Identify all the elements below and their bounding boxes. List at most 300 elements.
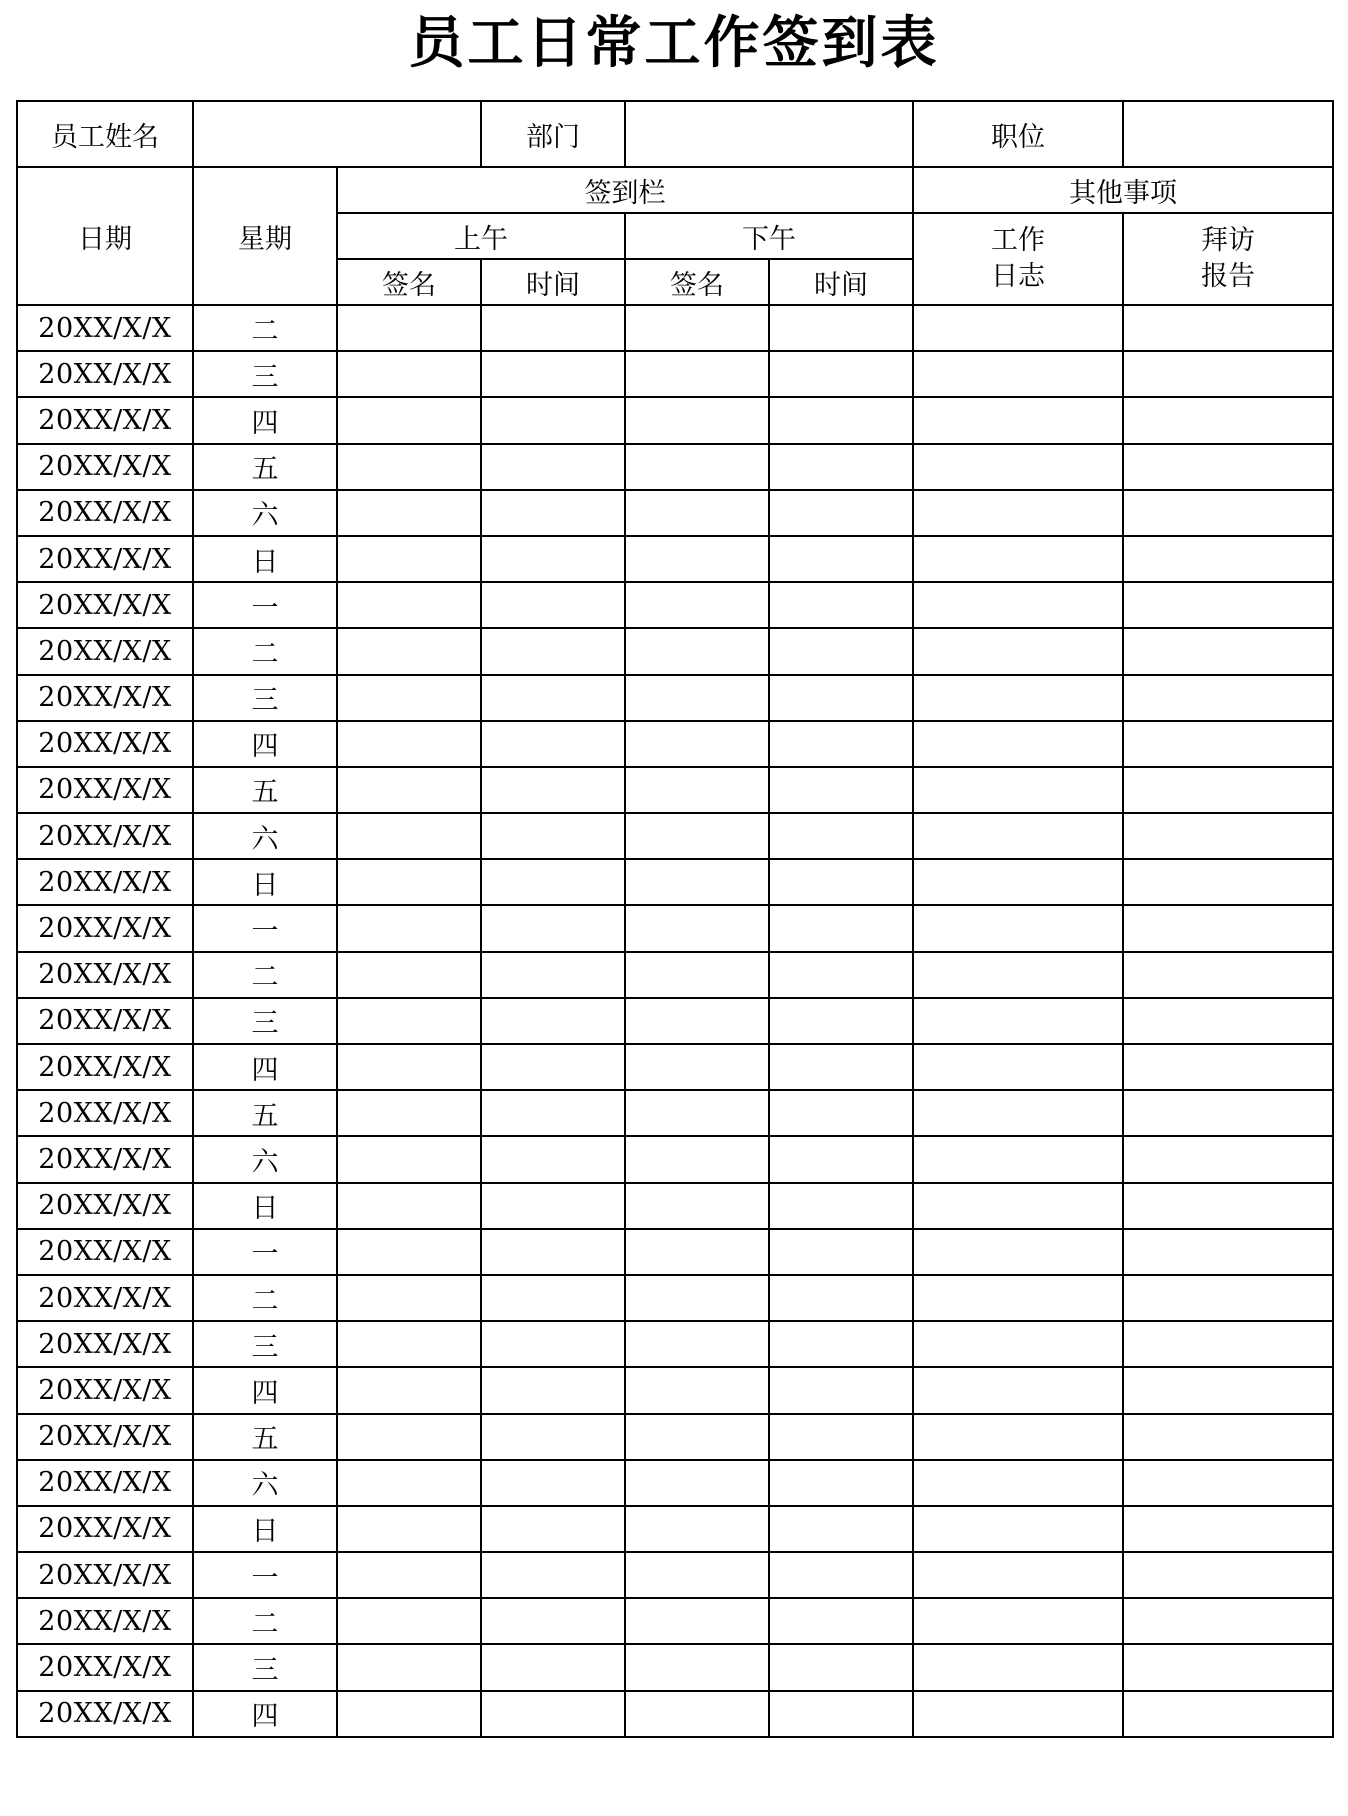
- afternoon-sign-cell[interactable]: [625, 1136, 769, 1182]
- department-label: 部门: [481, 101, 625, 167]
- table-row: [17, 490, 1333, 536]
- visit-report-cell[interactable]: [1123, 998, 1333, 1044]
- work-log-cell[interactable]: [913, 1414, 1123, 1460]
- morning-sign-cell[interactable]: [337, 1229, 481, 1275]
- afternoon-sign-cell[interactable]: [625, 1090, 769, 1136]
- morning-sign-cell[interactable]: [337, 998, 481, 1044]
- weekday-cell: 二: [193, 952, 337, 998]
- afternoon-time-cell[interactable]: [769, 1275, 913, 1321]
- date-cell: 20XX/X/X: [17, 582, 193, 628]
- afternoon-time-cell[interactable]: [769, 721, 913, 767]
- date-cell: 20XX/X/X: [17, 1367, 193, 1413]
- morning-time-cell[interactable]: [481, 1552, 625, 1598]
- afternoon-sign-cell[interactable]: [625, 1552, 769, 1598]
- afternoon-time-cell[interactable]: [769, 305, 913, 351]
- other-matters-header: 其他事项: [913, 167, 1333, 213]
- afternoon-time-cell[interactable]: [769, 397, 913, 443]
- date-cell: 20XX/X/X: [17, 1414, 193, 1460]
- morning-sign-cell[interactable]: [337, 1044, 481, 1090]
- date-cell: 20XX/X/X: [17, 536, 193, 582]
- work-log-cell[interactable]: [913, 1644, 1123, 1690]
- date-cell: 20XX/X/X: [17, 1090, 193, 1136]
- date-cell: 20XX/X/X: [17, 813, 193, 859]
- visit-report-cell[interactable]: [1123, 490, 1333, 536]
- afternoon-time-cell[interactable]: [769, 859, 913, 905]
- weekday-cell: 三: [193, 998, 337, 1044]
- weekday-cell: 日: [193, 1183, 337, 1229]
- visit-report-cell[interactable]: [1123, 905, 1333, 951]
- table-row: [17, 305, 1333, 351]
- date-cell: 20XX/X/X: [17, 444, 193, 490]
- morning-sign-cell[interactable]: [337, 813, 481, 859]
- work-log-cell[interactable]: [913, 767, 1123, 813]
- afternoon-sign-cell[interactable]: [625, 952, 769, 998]
- afternoon-time-cell[interactable]: [769, 813, 913, 859]
- visit-report-cell[interactable]: [1123, 628, 1333, 674]
- morning-time-cell[interactable]: [481, 1044, 625, 1090]
- morning-time-cell[interactable]: [481, 1183, 625, 1229]
- weekday-cell: 二: [193, 1275, 337, 1321]
- afternoon-sign-cell[interactable]: [625, 628, 769, 674]
- table-row: [17, 952, 1333, 998]
- position-field[interactable]: [1123, 101, 1333, 167]
- afternoon-sign-cell[interactable]: [625, 859, 769, 905]
- afternoon-sign-cell[interactable]: [625, 1691, 769, 1737]
- morning-sign-cell[interactable]: [337, 675, 481, 721]
- date-cell: 20XX/X/X: [17, 1229, 193, 1275]
- morning-time-cell[interactable]: [481, 1414, 625, 1460]
- visit-report-cell[interactable]: [1123, 444, 1333, 490]
- visit-report-cell[interactable]: [1123, 1460, 1333, 1506]
- afternoon-time-cell[interactable]: [769, 905, 913, 951]
- morning-time-cell[interactable]: [481, 905, 625, 951]
- visit-report-cell[interactable]: [1123, 1090, 1333, 1136]
- weekday-cell: 四: [193, 721, 337, 767]
- morning-sign-cell[interactable]: [337, 1183, 481, 1229]
- department-field[interactable]: [625, 101, 913, 167]
- work-log-cell[interactable]: [913, 536, 1123, 582]
- weekday-header: 星期: [193, 167, 337, 305]
- visit-report-cell[interactable]: [1123, 1321, 1333, 1367]
- table-row: [17, 1044, 1333, 1090]
- afternoon-sign-cell[interactable]: [625, 536, 769, 582]
- afternoon-time-cell[interactable]: [769, 1367, 913, 1413]
- visit-report-cell[interactable]: [1123, 1644, 1333, 1690]
- work-log-cell[interactable]: [913, 905, 1123, 951]
- work-log-cell[interactable]: [913, 1598, 1123, 1644]
- table-row: [17, 905, 1333, 951]
- table-row: [17, 1644, 1333, 1690]
- morning-sign-cell[interactable]: [337, 721, 481, 767]
- morning-time-cell[interactable]: [481, 721, 625, 767]
- work-log-cell[interactable]: [913, 1136, 1123, 1182]
- table-row: [17, 1414, 1333, 1460]
- weekday-cell: 二: [193, 628, 337, 674]
- work-log-cell[interactable]: [913, 675, 1123, 721]
- weekday-cell: 日: [193, 1506, 337, 1552]
- table-row: [17, 628, 1333, 674]
- morning-time-cell[interactable]: [481, 767, 625, 813]
- afternoon-sign-cell[interactable]: [625, 1414, 769, 1460]
- work-log-cell[interactable]: [913, 1460, 1123, 1506]
- afternoon-sign-cell[interactable]: [625, 1044, 769, 1090]
- date-cell: 20XX/X/X: [17, 1598, 193, 1644]
- signin-header: 签到栏: [337, 167, 913, 213]
- date-cell: 20XX/X/X: [17, 998, 193, 1044]
- visit-report-cell[interactable]: [1123, 351, 1333, 397]
- afternoon-sign-cell[interactable]: [625, 721, 769, 767]
- afternoon-sign-cell[interactable]: [625, 813, 769, 859]
- weekday-cell: 五: [193, 444, 337, 490]
- afternoon-time-cell[interactable]: [769, 1229, 913, 1275]
- afternoon-time-cell[interactable]: [769, 1044, 913, 1090]
- visit-report-cell[interactable]: [1123, 1552, 1333, 1598]
- work-log-cell[interactable]: [913, 490, 1123, 536]
- afternoon-time-cell[interactable]: [769, 1183, 913, 1229]
- afternoon-time-cell[interactable]: [769, 1414, 913, 1460]
- weekday-cell: 三: [193, 351, 337, 397]
- date-cell: 20XX/X/X: [17, 305, 193, 351]
- table-row: [17, 813, 1333, 859]
- afternoon-sign-cell[interactable]: [625, 490, 769, 536]
- work-log-cell[interactable]: [913, 444, 1123, 490]
- table-row: [17, 1183, 1333, 1229]
- afternoon-sign-cell[interactable]: [625, 1183, 769, 1229]
- morning-sign-cell[interactable]: [337, 859, 481, 905]
- work-log-cell[interactable]: [913, 582, 1123, 628]
- afternoon-time-cell[interactable]: [769, 1506, 913, 1552]
- work-log-cell[interactable]: [913, 952, 1123, 998]
- work-log-cell[interactable]: [913, 859, 1123, 905]
- morning-time-cell[interactable]: [481, 1367, 625, 1413]
- morning-sign-cell[interactable]: [337, 1321, 481, 1367]
- afternoon-time-cell[interactable]: [769, 351, 913, 397]
- table-row: [17, 675, 1333, 721]
- employee-info-row: [17, 101, 1333, 167]
- afternoon-sign-cell[interactable]: [625, 905, 769, 951]
- table-row: [17, 721, 1333, 767]
- work-log-header-line2: 日志: [991, 261, 1045, 292]
- weekday-cell: 一: [193, 1552, 337, 1598]
- date-cell: 20XX/X/X: [17, 351, 193, 397]
- visit-report-cell[interactable]: [1123, 1136, 1333, 1182]
- work-log-cell[interactable]: [913, 1321, 1123, 1367]
- employee-name-label: 员工姓名: [17, 101, 193, 167]
- morning-time-cell[interactable]: [481, 998, 625, 1044]
- visit-report-cell[interactable]: [1123, 859, 1333, 905]
- visit-report-cell[interactable]: [1123, 813, 1333, 859]
- visit-report-cell[interactable]: [1123, 1275, 1333, 1321]
- date-cell: 20XX/X/X: [17, 859, 193, 905]
- morning-time-cell[interactable]: [481, 1275, 625, 1321]
- date-cell: 20XX/X/X: [17, 1321, 193, 1367]
- work-log-cell[interactable]: [913, 1552, 1123, 1598]
- afternoon-sign-cell[interactable]: [625, 1275, 769, 1321]
- weekday-cell: 五: [193, 1090, 337, 1136]
- header-row-1: [17, 167, 1333, 213]
- morning-sign-cell[interactable]: [337, 536, 481, 582]
- weekday-cell: 一: [193, 1229, 337, 1275]
- work-log-header-line1: 工作: [991, 225, 1045, 256]
- afternoon-time-cell[interactable]: [769, 582, 913, 628]
- work-log-cell[interactable]: [913, 1506, 1123, 1552]
- date-cell: 20XX/X/X: [17, 1460, 193, 1506]
- table-row: [17, 767, 1333, 813]
- afternoon-sign-cell[interactable]: [625, 397, 769, 443]
- table-row: [17, 1090, 1333, 1136]
- morning-sign-cell[interactable]: [337, 1414, 481, 1460]
- date-cell: 20XX/X/X: [17, 397, 193, 443]
- weekday-cell: 四: [193, 1044, 337, 1090]
- visit-report-cell[interactable]: [1123, 952, 1333, 998]
- morning-sign-header: 签名: [337, 259, 481, 305]
- morning-time-cell[interactable]: [481, 536, 625, 582]
- morning-sign-cell[interactable]: [337, 1552, 481, 1598]
- date-cell: 20XX/X/X: [17, 767, 193, 813]
- afternoon-time-cell[interactable]: [769, 628, 913, 674]
- visit-report-cell[interactable]: [1123, 1044, 1333, 1090]
- morning-sign-cell[interactable]: [337, 582, 481, 628]
- visit-report-cell[interactable]: [1123, 1229, 1333, 1275]
- afternoon-time-cell[interactable]: [769, 536, 913, 582]
- weekday-cell: 六: [193, 1136, 337, 1182]
- date-cell: 20XX/X/X: [17, 490, 193, 536]
- visit-report-cell[interactable]: [1123, 305, 1333, 351]
- afternoon-time-cell[interactable]: [769, 1644, 913, 1690]
- morning-sign-cell[interactable]: [337, 767, 481, 813]
- morning-time-cell[interactable]: [481, 351, 625, 397]
- date-cell: 20XX/X/X: [17, 1136, 193, 1182]
- morning-time-cell[interactable]: [481, 1136, 625, 1182]
- date-cell: 20XX/X/X: [17, 628, 193, 674]
- morning-time-cell[interactable]: [481, 1691, 625, 1737]
- afternoon-time-cell[interactable]: [769, 444, 913, 490]
- work-log-cell[interactable]: [913, 351, 1123, 397]
- table-row: [17, 1506, 1333, 1552]
- visit-report-cell[interactable]: [1123, 767, 1333, 813]
- morning-time-cell[interactable]: [481, 397, 625, 443]
- morning-time-cell[interactable]: [481, 859, 625, 905]
- date-cell: 20XX/X/X: [17, 1275, 193, 1321]
- table-row: [17, 998, 1333, 1044]
- work-log-cell[interactable]: [913, 628, 1123, 674]
- table-row: [17, 582, 1333, 628]
- afternoon-time-cell[interactable]: [769, 1598, 913, 1644]
- afternoon-sign-cell[interactable]: [625, 305, 769, 351]
- afternoon-sign-cell[interactable]: [625, 998, 769, 1044]
- date-cell: 20XX/X/X: [17, 675, 193, 721]
- morning-sign-cell[interactable]: [337, 490, 481, 536]
- morning-time-cell[interactable]: [481, 1321, 625, 1367]
- work-log-cell[interactable]: [913, 1183, 1123, 1229]
- work-log-cell[interactable]: [913, 998, 1123, 1044]
- morning-time-cell[interactable]: [481, 305, 625, 351]
- table-row: [17, 859, 1333, 905]
- afternoon-time-cell[interactable]: [769, 490, 913, 536]
- weekday-cell: 一: [193, 905, 337, 951]
- visit-report-cell[interactable]: [1123, 1506, 1333, 1552]
- afternoon-sign-header: 签名: [625, 259, 769, 305]
- afternoon-sign-cell[interactable]: [625, 675, 769, 721]
- morning-sign-cell[interactable]: [337, 905, 481, 951]
- date-cell: 20XX/X/X: [17, 952, 193, 998]
- table-row: [17, 1275, 1333, 1321]
- weekday-cell: 二: [193, 1598, 337, 1644]
- morning-header: 上午: [337, 213, 625, 259]
- visit-report-cell[interactable]: [1123, 536, 1333, 582]
- date-cell: 20XX/X/X: [17, 905, 193, 951]
- morning-sign-cell[interactable]: [337, 305, 481, 351]
- attendance-table: [16, 100, 1334, 1738]
- date-cell: 20XX/X/X: [17, 1183, 193, 1229]
- visit-report-cell[interactable]: [1123, 1367, 1333, 1413]
- morning-sign-cell[interactable]: [337, 628, 481, 674]
- afternoon-sign-cell[interactable]: [625, 1367, 769, 1413]
- visit-report-cell[interactable]: [1123, 1691, 1333, 1737]
- weekday-cell: 四: [193, 1367, 337, 1413]
- employee-name-field[interactable]: [193, 101, 481, 167]
- afternoon-sign-cell[interactable]: [625, 1321, 769, 1367]
- afternoon-time-cell[interactable]: [769, 1136, 913, 1182]
- weekday-cell: 三: [193, 1321, 337, 1367]
- date-cell: 20XX/X/X: [17, 1691, 193, 1737]
- morning-sign-cell[interactable]: [337, 1691, 481, 1737]
- afternoon-time-cell[interactable]: [769, 1321, 913, 1367]
- afternoon-header: 下午: [625, 213, 913, 259]
- morning-time-cell[interactable]: [481, 1506, 625, 1552]
- page-title: 员工日常工作签到表: [408, 11, 940, 76]
- work-log-cell[interactable]: [913, 813, 1123, 859]
- table-row: [17, 1136, 1333, 1182]
- morning-time-cell[interactable]: [481, 675, 625, 721]
- visit-report-cell[interactable]: [1123, 1183, 1333, 1229]
- afternoon-sign-cell[interactable]: [625, 1506, 769, 1552]
- date-cell: 20XX/X/X: [17, 1044, 193, 1090]
- morning-sign-cell[interactable]: [337, 351, 481, 397]
- table-row: [17, 1691, 1333, 1737]
- visit-report-cell[interactable]: [1123, 721, 1333, 767]
- morning-time-cell[interactable]: [481, 1090, 625, 1136]
- visit-report-header: [1123, 213, 1333, 305]
- afternoon-time-cell[interactable]: [769, 675, 913, 721]
- afternoon-time-cell[interactable]: [769, 952, 913, 998]
- afternoon-sign-cell[interactable]: [625, 1460, 769, 1506]
- position-label: 职位: [913, 101, 1123, 167]
- table-row: [17, 397, 1333, 443]
- visit-report-cell[interactable]: [1123, 397, 1333, 443]
- weekday-cell: 四: [193, 397, 337, 443]
- date-cell: 20XX/X/X: [17, 1506, 193, 1552]
- morning-sign-cell[interactable]: [337, 1275, 481, 1321]
- visit-report-header-line1: 拜访: [1201, 225, 1255, 256]
- table-row: [17, 1552, 1333, 1598]
- afternoon-time-cell[interactable]: [769, 998, 913, 1044]
- morning-time-cell[interactable]: [481, 952, 625, 998]
- afternoon-sign-cell[interactable]: [625, 1644, 769, 1690]
- weekday-cell: 三: [193, 675, 337, 721]
- weekday-cell: 六: [193, 813, 337, 859]
- afternoon-sign-cell[interactable]: [625, 582, 769, 628]
- visit-report-cell[interactable]: [1123, 1598, 1333, 1644]
- morning-sign-cell[interactable]: [337, 1090, 481, 1136]
- morning-sign-cell[interactable]: [337, 952, 481, 998]
- table-row: [17, 1229, 1333, 1275]
- weekday-cell: 五: [193, 767, 337, 813]
- weekday-cell: 六: [193, 1460, 337, 1506]
- morning-time-header: 时间: [481, 259, 625, 305]
- afternoon-sign-cell[interactable]: [625, 351, 769, 397]
- work-log-cell[interactable]: [913, 1367, 1123, 1413]
- work-log-header: [913, 213, 1123, 305]
- afternoon-time-cell[interactable]: [769, 767, 913, 813]
- weekday-cell: 六: [193, 490, 337, 536]
- weekday-cell: 一: [193, 582, 337, 628]
- visit-report-cell[interactable]: [1123, 1414, 1333, 1460]
- work-log-cell[interactable]: [913, 305, 1123, 351]
- visit-report-header-line2: 报告: [1201, 261, 1255, 292]
- date-cell: 20XX/X/X: [17, 1644, 193, 1690]
- table-row: [17, 444, 1333, 490]
- morning-time-cell[interactable]: [481, 1229, 625, 1275]
- afternoon-time-header: 时间: [769, 259, 913, 305]
- morning-time-cell[interactable]: [481, 582, 625, 628]
- morning-sign-cell[interactable]: [337, 1506, 481, 1552]
- morning-sign-cell[interactable]: [337, 444, 481, 490]
- morning-sign-cell[interactable]: [337, 1136, 481, 1182]
- afternoon-time-cell[interactable]: [769, 1090, 913, 1136]
- morning-sign-cell[interactable]: [337, 1367, 481, 1413]
- work-log-cell[interactable]: [913, 1275, 1123, 1321]
- morning-time-cell[interactable]: [481, 813, 625, 859]
- morning-time-cell[interactable]: [481, 490, 625, 536]
- morning-time-cell[interactable]: [481, 1644, 625, 1690]
- work-log-cell[interactable]: [913, 1044, 1123, 1090]
- date-header: 日期: [17, 167, 193, 305]
- afternoon-sign-cell[interactable]: [625, 444, 769, 490]
- weekday-cell: 日: [193, 859, 337, 905]
- work-log-cell[interactable]: [913, 1090, 1123, 1136]
- weekday-cell: 五: [193, 1414, 337, 1460]
- morning-time-cell[interactable]: [481, 1598, 625, 1644]
- date-cell: 20XX/X/X: [17, 721, 193, 767]
- morning-time-cell[interactable]: [481, 444, 625, 490]
- work-log-cell[interactable]: [913, 1229, 1123, 1275]
- afternoon-time-cell[interactable]: [769, 1460, 913, 1506]
- morning-sign-cell[interactable]: [337, 1460, 481, 1506]
- morning-sign-cell[interactable]: [337, 397, 481, 443]
- morning-sign-cell[interactable]: [337, 1644, 481, 1690]
- work-log-cell[interactable]: [913, 721, 1123, 767]
- afternoon-time-cell[interactable]: [769, 1552, 913, 1598]
- afternoon-sign-cell[interactable]: [625, 1229, 769, 1275]
- work-log-cell[interactable]: [913, 1691, 1123, 1737]
- afternoon-time-cell[interactable]: [769, 1691, 913, 1737]
- visit-report-cell[interactable]: [1123, 582, 1333, 628]
- afternoon-sign-cell[interactable]: [625, 1598, 769, 1644]
- table-row: [17, 1460, 1333, 1506]
- morning-time-cell[interactable]: [481, 628, 625, 674]
- morning-sign-cell[interactable]: [337, 1598, 481, 1644]
- work-log-cell[interactable]: [913, 397, 1123, 443]
- afternoon-sign-cell[interactable]: [625, 767, 769, 813]
- weekday-cell: 四: [193, 1691, 337, 1737]
- date-cell: 20XX/X/X: [17, 1552, 193, 1598]
- morning-time-cell[interactable]: [481, 1460, 625, 1506]
- table-row: [17, 1321, 1333, 1367]
- table-row: [17, 1367, 1333, 1413]
- table-row: [17, 1598, 1333, 1644]
- visit-report-cell[interactable]: [1123, 675, 1333, 721]
